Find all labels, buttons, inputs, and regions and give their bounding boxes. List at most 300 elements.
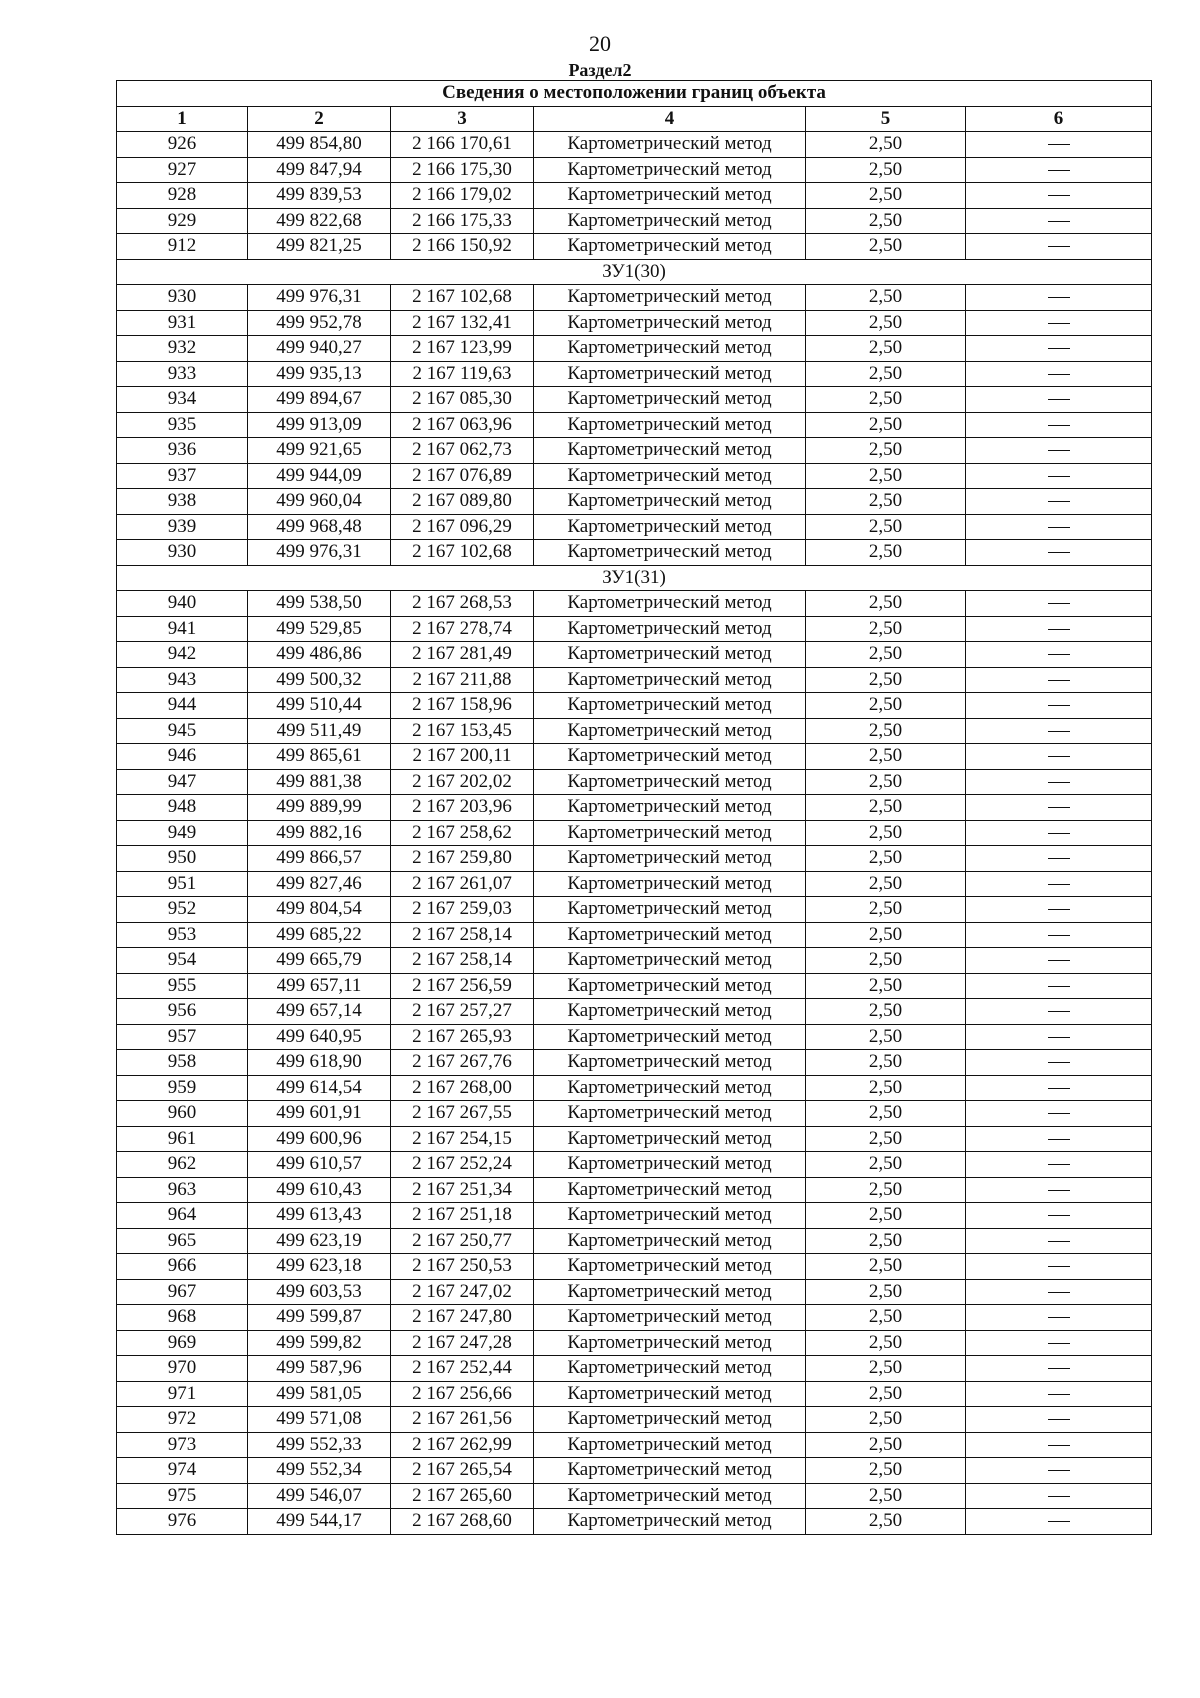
- dash-mark: [1048, 501, 1070, 502]
- y-coordinate-cell: 2 167 265,60: [391, 1483, 534, 1509]
- point-number-cell: 937: [117, 463, 248, 489]
- x-coordinate-cell: 499 511,49: [248, 718, 391, 744]
- point-number-cell: 942: [117, 642, 248, 668]
- method-cell: Картометрический метод: [534, 795, 806, 821]
- group-header-row: [117, 259, 1152, 285]
- method-cell: Картометрический метод: [534, 132, 806, 158]
- table-row: [117, 1101, 1152, 1127]
- description-cell: [966, 718, 1152, 744]
- point-number-cell: 928: [117, 183, 248, 209]
- description-cell: [966, 667, 1152, 693]
- accuracy-cell: 2,50: [806, 1101, 966, 1127]
- accuracy-cell: 2,50: [806, 718, 966, 744]
- accuracy-cell: 2,50: [806, 208, 966, 234]
- dash-mark: [1048, 195, 1070, 196]
- description-cell: [966, 1509, 1152, 1535]
- x-coordinate-cell: 499 623,19: [248, 1228, 391, 1254]
- group-label: ЗУ1(30): [117, 259, 1152, 285]
- dash-mark: [1048, 935, 1070, 936]
- y-coordinate-cell: 2 166 150,92: [391, 234, 534, 260]
- method-cell: Картометрический метод: [534, 999, 806, 1025]
- dash-mark: [1048, 246, 1070, 247]
- accuracy-cell: 2,50: [806, 642, 966, 668]
- method-cell: Картометрический метод: [534, 1228, 806, 1254]
- x-coordinate-cell: 499 865,61: [248, 744, 391, 770]
- accuracy-cell: 2,50: [806, 948, 966, 974]
- y-coordinate-cell: 2 166 170,61: [391, 132, 534, 158]
- description-cell: [966, 1101, 1152, 1127]
- description-cell: [966, 1458, 1152, 1484]
- table-row: [117, 1075, 1152, 1101]
- point-number-cell: 967: [117, 1279, 248, 1305]
- method-cell: Картометрический метод: [534, 846, 806, 872]
- accuracy-cell: 2,50: [806, 1050, 966, 1076]
- y-coordinate-cell: 2 167 200,11: [391, 744, 534, 770]
- table-row: [117, 1228, 1152, 1254]
- dash-mark: [1048, 221, 1070, 222]
- description-cell: [966, 234, 1152, 260]
- x-coordinate-cell: 499 581,05: [248, 1381, 391, 1407]
- y-coordinate-cell: 2 167 250,77: [391, 1228, 534, 1254]
- y-coordinate-cell: 2 167 251,34: [391, 1177, 534, 1203]
- table-row: [117, 795, 1152, 821]
- table-row: [117, 234, 1152, 260]
- description-cell: [966, 489, 1152, 515]
- point-number-cell: 972: [117, 1407, 248, 1433]
- point-number-cell: 956: [117, 999, 248, 1025]
- accuracy-cell: 2,50: [806, 871, 966, 897]
- method-cell: Картометрический метод: [534, 616, 806, 642]
- table-row: [117, 846, 1152, 872]
- accuracy-cell: 2,50: [806, 1330, 966, 1356]
- x-coordinate-cell: 499 587,96: [248, 1356, 391, 1382]
- table-row: [117, 336, 1152, 362]
- point-number-cell: 964: [117, 1203, 248, 1229]
- point-number-cell: 948: [117, 795, 248, 821]
- dash-mark: [1048, 1266, 1070, 1267]
- dash-mark: [1048, 1317, 1070, 1318]
- description-cell: [966, 1050, 1152, 1076]
- x-coordinate-cell: 499 940,27: [248, 336, 391, 362]
- x-coordinate-cell: 499 599,87: [248, 1305, 391, 1331]
- column-header: 6: [966, 106, 1152, 132]
- group-label: ЗУ1(31): [117, 565, 1152, 591]
- table-row: [117, 1152, 1152, 1178]
- description-cell: [966, 463, 1152, 489]
- method-cell: Картометрический метод: [534, 361, 806, 387]
- y-coordinate-cell: 2 167 089,80: [391, 489, 534, 515]
- point-number-cell: 933: [117, 361, 248, 387]
- accuracy-cell: 2,50: [806, 1432, 966, 1458]
- method-cell: Картометрический метод: [534, 234, 806, 260]
- method-cell: Картометрический метод: [534, 1203, 806, 1229]
- table-title: Сведения о местоположении границ объекта: [117, 81, 1152, 107]
- table-row: [117, 871, 1152, 897]
- table-row: [117, 132, 1152, 158]
- y-coordinate-cell: 2 167 158,96: [391, 693, 534, 719]
- method-cell: Картометрический метод: [534, 1126, 806, 1152]
- dash-mark: [1048, 374, 1070, 375]
- method-cell: Картометрический метод: [534, 208, 806, 234]
- y-coordinate-cell: 2 167 132,41: [391, 310, 534, 336]
- method-cell: Картометрический метод: [534, 157, 806, 183]
- y-coordinate-cell: 2 167 256,66: [391, 1381, 534, 1407]
- dash-mark: [1048, 1139, 1070, 1140]
- method-cell: Картометрический метод: [534, 412, 806, 438]
- accuracy-cell: 2,50: [806, 361, 966, 387]
- method-cell: Картометрический метод: [534, 769, 806, 795]
- y-coordinate-cell: 2 167 262,99: [391, 1432, 534, 1458]
- table-row: [117, 922, 1152, 948]
- accuracy-cell: 2,50: [806, 157, 966, 183]
- method-cell: Картометрический метод: [534, 591, 806, 617]
- point-number-cell: 944: [117, 693, 248, 719]
- table-row: [117, 1356, 1152, 1382]
- y-coordinate-cell: 2 167 211,88: [391, 667, 534, 693]
- description-cell: [966, 1305, 1152, 1331]
- point-number-cell: 969: [117, 1330, 248, 1356]
- accuracy-cell: 2,50: [806, 616, 966, 642]
- method-cell: Картометрический метод: [534, 1483, 806, 1509]
- dash-mark: [1048, 833, 1070, 834]
- x-coordinate-cell: 499 538,50: [248, 591, 391, 617]
- dash-mark: [1048, 450, 1070, 451]
- description-cell: [966, 948, 1152, 974]
- method-cell: Картометрический метод: [534, 871, 806, 897]
- y-coordinate-cell: 2 167 258,14: [391, 922, 534, 948]
- x-coordinate-cell: 499 894,67: [248, 387, 391, 413]
- point-number-cell: 950: [117, 846, 248, 872]
- point-number-cell: 968: [117, 1305, 248, 1331]
- y-coordinate-cell: 2 167 257,27: [391, 999, 534, 1025]
- table-body: [117, 132, 1152, 1535]
- y-coordinate-cell: 2 167 268,60: [391, 1509, 534, 1535]
- dash-mark: [1048, 1496, 1070, 1497]
- dash-mark: [1048, 705, 1070, 706]
- method-cell: Картометрический метод: [534, 1279, 806, 1305]
- x-coordinate-cell: 499 552,34: [248, 1458, 391, 1484]
- section-label: Раздел2: [568, 60, 632, 80]
- y-coordinate-cell: 2 166 175,33: [391, 208, 534, 234]
- accuracy-cell: 2,50: [806, 667, 966, 693]
- dash-mark: [1048, 1368, 1070, 1369]
- method-cell: Картометрический метод: [534, 1075, 806, 1101]
- method-cell: Картометрический метод: [534, 1432, 806, 1458]
- x-coordinate-cell: 499 921,65: [248, 438, 391, 464]
- y-coordinate-cell: 2 167 261,07: [391, 871, 534, 897]
- method-cell: Картометрический метод: [534, 1407, 806, 1433]
- accuracy-cell: 2,50: [806, 769, 966, 795]
- point-number-cell: 957: [117, 1024, 248, 1050]
- accuracy-cell: 2,50: [806, 1407, 966, 1433]
- point-number-cell: 959: [117, 1075, 248, 1101]
- description-cell: [966, 208, 1152, 234]
- description-cell: [966, 616, 1152, 642]
- x-coordinate-cell: 499 821,25: [248, 234, 391, 260]
- table-row: [117, 514, 1152, 540]
- y-coordinate-cell: 2 167 247,28: [391, 1330, 534, 1356]
- table-row: [117, 1024, 1152, 1050]
- point-number-cell: 938: [117, 489, 248, 515]
- table-row: [117, 361, 1152, 387]
- point-number-cell: 936: [117, 438, 248, 464]
- accuracy-cell: 2,50: [806, 540, 966, 566]
- accuracy-cell: 2,50: [806, 1356, 966, 1382]
- point-number-cell: 974: [117, 1458, 248, 1484]
- description-cell: [966, 591, 1152, 617]
- point-number-cell: 963: [117, 1177, 248, 1203]
- table-row: [117, 183, 1152, 209]
- point-number-cell: 961: [117, 1126, 248, 1152]
- method-cell: Картометрический метод: [534, 1458, 806, 1484]
- table-row: [117, 208, 1152, 234]
- accuracy-cell: 2,50: [806, 1203, 966, 1229]
- dash-mark: [1048, 1062, 1070, 1063]
- dash-mark: [1048, 1190, 1070, 1191]
- x-coordinate-cell: 499 657,11: [248, 973, 391, 999]
- dash-mark: [1048, 782, 1070, 783]
- x-coordinate-cell: 499 882,16: [248, 820, 391, 846]
- accuracy-cell: 2,50: [806, 897, 966, 923]
- dash-mark: [1048, 1037, 1070, 1038]
- point-number-cell: 966: [117, 1254, 248, 1280]
- group-header-row: [117, 565, 1152, 591]
- y-coordinate-cell: 2 167 202,02: [391, 769, 534, 795]
- method-cell: Картометрический метод: [534, 387, 806, 413]
- method-cell: Картометрический метод: [534, 1356, 806, 1382]
- y-coordinate-cell: 2 167 261,56: [391, 1407, 534, 1433]
- description-cell: [966, 871, 1152, 897]
- point-number-cell: 926: [117, 132, 248, 158]
- x-coordinate-cell: 499 610,57: [248, 1152, 391, 1178]
- point-number-cell: 955: [117, 973, 248, 999]
- column-header: 3: [391, 106, 534, 132]
- method-cell: Картометрический метод: [534, 540, 806, 566]
- table-row: [117, 310, 1152, 336]
- table-row: [117, 1483, 1152, 1509]
- description-cell: [966, 285, 1152, 311]
- method-cell: Картометрический метод: [534, 820, 806, 846]
- method-cell: Картометрический метод: [534, 922, 806, 948]
- accuracy-cell: 2,50: [806, 1152, 966, 1178]
- method-cell: Картометрический метод: [534, 973, 806, 999]
- point-number-cell: 951: [117, 871, 248, 897]
- x-coordinate-cell: 499 614,54: [248, 1075, 391, 1101]
- accuracy-cell: 2,50: [806, 387, 966, 413]
- table-row: [117, 591, 1152, 617]
- description-cell: [966, 897, 1152, 923]
- description-cell: [966, 693, 1152, 719]
- x-coordinate-cell: 499 601,91: [248, 1101, 391, 1127]
- point-number-cell: 965: [117, 1228, 248, 1254]
- column-header: 2: [248, 106, 391, 132]
- point-number-cell: 946: [117, 744, 248, 770]
- x-coordinate-cell: 499 839,53: [248, 183, 391, 209]
- dash-mark: [1048, 1521, 1070, 1522]
- x-coordinate-cell: 499 854,80: [248, 132, 391, 158]
- dash-mark: [1048, 986, 1070, 987]
- x-coordinate-cell: 499 623,18: [248, 1254, 391, 1280]
- y-coordinate-cell: 2 167 259,03: [391, 897, 534, 923]
- dash-mark: [1048, 144, 1070, 145]
- dash-mark: [1048, 1011, 1070, 1012]
- table-row: [117, 412, 1152, 438]
- description-cell: [966, 1279, 1152, 1305]
- point-number-cell: 960: [117, 1101, 248, 1127]
- y-coordinate-cell: 2 167 123,99: [391, 336, 534, 362]
- table-row: [117, 1509, 1152, 1535]
- accuracy-cell: 2,50: [806, 973, 966, 999]
- x-coordinate-cell: 499 685,22: [248, 922, 391, 948]
- dash-mark: [1048, 323, 1070, 324]
- y-coordinate-cell: 2 167 258,62: [391, 820, 534, 846]
- method-cell: Картометрический метод: [534, 642, 806, 668]
- description-cell: [966, 514, 1152, 540]
- y-coordinate-cell: 2 167 251,18: [391, 1203, 534, 1229]
- table-row: [117, 463, 1152, 489]
- dash-mark: [1048, 654, 1070, 655]
- x-coordinate-cell: 499 610,43: [248, 1177, 391, 1203]
- point-number-cell: 952: [117, 897, 248, 923]
- method-cell: Картометрический метод: [534, 897, 806, 923]
- description-cell: [966, 1075, 1152, 1101]
- accuracy-cell: 2,50: [806, 132, 966, 158]
- method-cell: Картометрический метод: [534, 463, 806, 489]
- description-cell: [966, 1228, 1152, 1254]
- method-cell: Картометрический метод: [534, 1024, 806, 1050]
- x-coordinate-cell: 499 804,54: [248, 897, 391, 923]
- x-coordinate-cell: 499 640,95: [248, 1024, 391, 1050]
- y-coordinate-cell: 2 167 256,59: [391, 973, 534, 999]
- accuracy-cell: 2,50: [806, 1177, 966, 1203]
- y-coordinate-cell: 2 166 179,02: [391, 183, 534, 209]
- dash-mark: [1048, 348, 1070, 349]
- table-row: [117, 667, 1152, 693]
- table-row: [117, 693, 1152, 719]
- method-cell: Картометрический метод: [534, 489, 806, 515]
- description-cell: [966, 999, 1152, 1025]
- description-cell: [966, 1407, 1152, 1433]
- x-coordinate-cell: 499 600,96: [248, 1126, 391, 1152]
- dash-mark: [1048, 909, 1070, 910]
- table-row: [117, 1050, 1152, 1076]
- accuracy-cell: 2,50: [806, 412, 966, 438]
- dash-mark: [1048, 1215, 1070, 1216]
- table-row: [117, 1279, 1152, 1305]
- table-row: [117, 616, 1152, 642]
- method-cell: Картометрический метод: [534, 1305, 806, 1331]
- y-coordinate-cell: 2 167 076,89: [391, 463, 534, 489]
- x-coordinate-cell: 499 657,14: [248, 999, 391, 1025]
- y-coordinate-cell: 2 167 268,53: [391, 591, 534, 617]
- accuracy-cell: 2,50: [806, 1458, 966, 1484]
- y-coordinate-cell: 2 167 267,55: [391, 1101, 534, 1127]
- description-cell: [966, 1432, 1152, 1458]
- method-cell: Картометрический метод: [534, 1509, 806, 1535]
- table-row: [117, 897, 1152, 923]
- accuracy-cell: 2,50: [806, 285, 966, 311]
- method-cell: Картометрический метод: [534, 1254, 806, 1280]
- accuracy-cell: 2,50: [806, 438, 966, 464]
- dash-mark: [1048, 1113, 1070, 1114]
- y-coordinate-cell: 2 167 247,02: [391, 1279, 534, 1305]
- y-coordinate-cell: 2 167 102,68: [391, 285, 534, 311]
- description-cell: [966, 412, 1152, 438]
- point-number-cell: 947: [117, 769, 248, 795]
- y-coordinate-cell: 2 167 267,76: [391, 1050, 534, 1076]
- point-number-cell: 954: [117, 948, 248, 974]
- dash-mark: [1048, 1164, 1070, 1165]
- table-row: [117, 1432, 1152, 1458]
- description-cell: [966, 361, 1152, 387]
- point-number-cell: 934: [117, 387, 248, 413]
- method-cell: Картометрический метод: [534, 693, 806, 719]
- x-coordinate-cell: 499 822,68: [248, 208, 391, 234]
- x-coordinate-cell: 499 613,43: [248, 1203, 391, 1229]
- accuracy-cell: 2,50: [806, 1305, 966, 1331]
- dash-mark: [1048, 170, 1070, 171]
- description-cell: [966, 157, 1152, 183]
- description-cell: [966, 183, 1152, 209]
- x-coordinate-cell: 499 866,57: [248, 846, 391, 872]
- description-cell: [966, 1254, 1152, 1280]
- accuracy-cell: 2,50: [806, 489, 966, 515]
- x-coordinate-cell: 499 960,04: [248, 489, 391, 515]
- y-coordinate-cell: 2 167 250,53: [391, 1254, 534, 1280]
- dash-mark: [1048, 756, 1070, 757]
- dash-mark: [1048, 476, 1070, 477]
- point-number-cell: 930: [117, 540, 248, 566]
- point-number-cell: 912: [117, 234, 248, 260]
- method-cell: Картометрический метод: [534, 1050, 806, 1076]
- y-coordinate-cell: 2 167 278,74: [391, 616, 534, 642]
- table-row: [117, 1305, 1152, 1331]
- dash-mark: [1048, 527, 1070, 528]
- description-cell: [966, 540, 1152, 566]
- table-row: [117, 718, 1152, 744]
- method-cell: Картометрический метод: [534, 744, 806, 770]
- description-cell: [966, 769, 1152, 795]
- description-cell: [966, 922, 1152, 948]
- description-cell: [966, 973, 1152, 999]
- method-cell: Картометрический метод: [534, 310, 806, 336]
- accuracy-cell: 2,50: [806, 336, 966, 362]
- table-row: [117, 489, 1152, 515]
- accuracy-cell: 2,50: [806, 820, 966, 846]
- x-coordinate-cell: 499 510,44: [248, 693, 391, 719]
- method-cell: Картометрический метод: [534, 1152, 806, 1178]
- x-coordinate-cell: 499 976,31: [248, 540, 391, 566]
- accuracy-cell: 2,50: [806, 1024, 966, 1050]
- x-coordinate-cell: 499 546,07: [248, 1483, 391, 1509]
- method-cell: Картометрический метод: [534, 1101, 806, 1127]
- method-cell: Картометрический метод: [534, 183, 806, 209]
- y-coordinate-cell: 2 167 062,73: [391, 438, 534, 464]
- table-row: [117, 1381, 1152, 1407]
- point-number-cell: 949: [117, 820, 248, 846]
- description-cell: [966, 310, 1152, 336]
- method-cell: Картометрический метод: [534, 1330, 806, 1356]
- table-row: [117, 438, 1152, 464]
- point-number-cell: 958: [117, 1050, 248, 1076]
- dash-mark: [1048, 884, 1070, 885]
- dash-mark: [1048, 1292, 1070, 1293]
- table-row: [117, 1330, 1152, 1356]
- table-row: [117, 387, 1152, 413]
- page-number: 20: [589, 31, 611, 56]
- description-cell: [966, 1152, 1152, 1178]
- accuracy-cell: 2,50: [806, 1381, 966, 1407]
